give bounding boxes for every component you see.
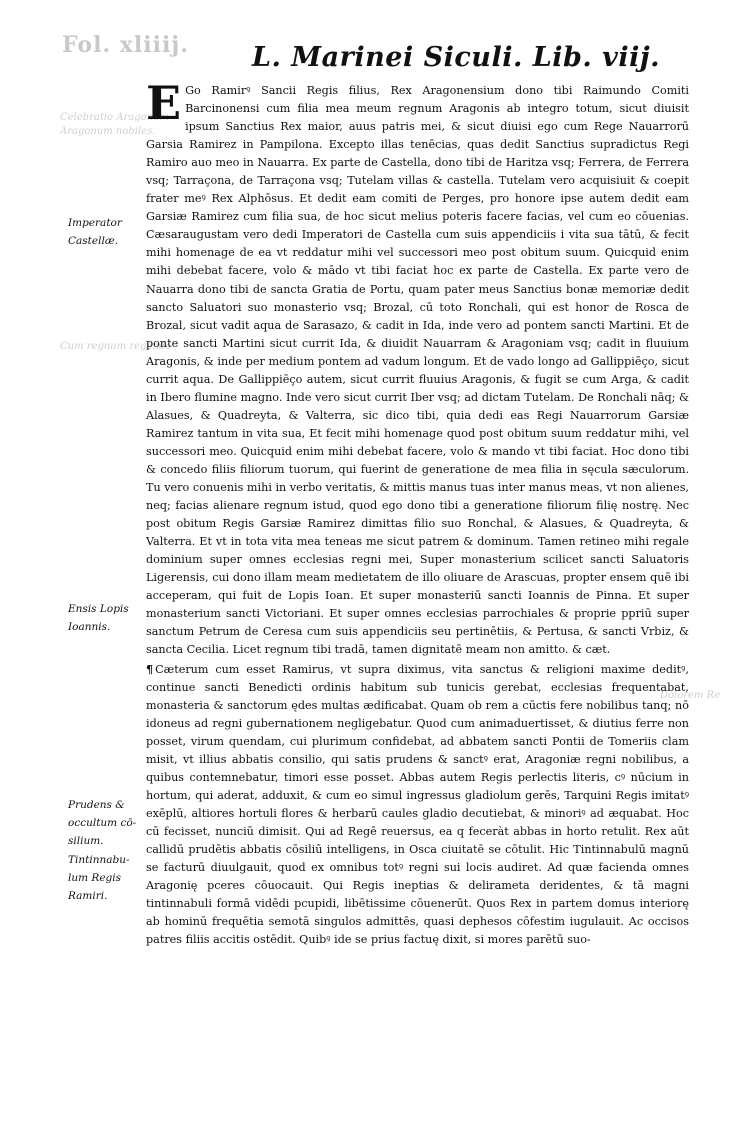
bleed-through-note: Aragonum nobiles. <box>60 126 156 137</box>
pilcrow-icon: ¶ <box>146 661 154 676</box>
body-text <box>146 76 689 949</box>
bleed-through-note: Cum regnum regenda <box>60 341 172 352</box>
margin-note-ensis: Ensis Lopis Ioannis. <box>68 603 129 633</box>
bleed-through-note: Celebratio Aragonum <box>60 112 169 123</box>
bleed-through-title: Fol. xliiij. <box>62 32 189 58</box>
margin-note-prudens: Prudens & occultum cō- silium. <box>68 799 137 847</box>
drop-cap-initial: E <box>146 76 182 130</box>
paragraph <box>146 660 689 950</box>
running-head: L. Marinei Siculi. Lib. viij. <box>252 42 661 73</box>
paragraph-text: Go Ramirꝰ Sancii Regis filius, Rex Aragonensium dono tibi Raimundo Comiti Barcinonensi cum filia mea meum regnum Aragonis ab integro totum, sicut diuisit ipsum Sanctius Rex maior, auus patris mei, & sicut diuisi ego cum Rege Nauarrorū Garsia Ramirez in Pampilona. Excepto illas tenēcias, quas dedit Sanctius supradictus Regi Ramiro auo meo in Nauarra. Ex parte de Castella, dono tibi de Haritza vsq; Ferrera, de Ferrera vsq; Tarraçona, de Tarraçona vsq; Tutelam villas & castella. Tutelam vero acquisiuit & coepit frater meꝰ Rex Alphōsus. Et dedit eam comiti de Perges, pro honore ipse autem dedit eam Garsiæ Ramirez cum filia sua, de hoc sicut melius poteris facere facias, vel cum eo cōuenias. Cæsaraugustam vero dedi Imperatori de Castella cum suis appendiciis i vita sua tātū, & fecit mihi homenage de ea vt reddatur mihi vel successori meo post obitum suum. Quicquid enim mihi debebat facere, volo & mādo vt tibi faciat hoc ex parte de Castella. Ex parte vero de Nauarra dono tibi de sancta Gratia de Portu, quam pater meus Sanctius bonæ memoriæ dedit sancto Saluatori suo monasterio vsq; Brozal, cū toto Ronchali, qui est honor de Rosca de Brozal, sicut vadit aqua de Sarasazo, & cadit in Ida, inde vero ad pontem sancti Martini. Et de ponte sancti Martini sicut currit Ida, & diuidit Nauarram & Aragoniam vsq; cadit in fluuium Aragonis, & inde per medium pontem ad vadum longum. Et de vado longo ad Gallippiēço, sicut currit aqua. De Gallippiēço autem, sicut currit fluuius Aragonis, & fugit se cum Arga, & cadit in Ibero flumine magno. Inde vero sicut currit Iber vsq; ad dictam Tutelam. De Ronchali nāq; & Alasues, & Quadreyta, & Valterra, sic dico tibi, quia dedi eas Regi Nauarrorum Garsiæ Ramirez tantum in vita sua, Et fecit mihi homenage quod post obitum suum reddatur mihi, vel successori meo. Quicquid enim mihi debebat facere, volo & mando vt tibi faciat. Hoc dono tibi & concedo filiis filiorum tuorum, qui fuerint de generatione de mea filia in sęcula sæculorum. Tu vero conuenis mihi in verbo veritatis, & mittis manus tuas inter manus meas, vt non alienes, neq; facias alienare regnum istud, quod ego dono tibi a generatione filiorum filię nostrę. Nec post obitum Regis Garsiæ Ramirez dimittas filio suo Ronchal, & Alasues, & Quadreyta, & Valterra. Et vt in tota vita mea teneas me sicut patrem & dominum. Tamen retineo mihi regale dominium super omnes ecclesias regni mei, Super monasterium scilicet sancti Saluatoris Ligerensis, cui dono illam meam medietatem de illo oliuare de Arascuas, propter ensem quē ibi acceperam, qui fuit de Lopis Ioan. Et super monasteriū sancti Ioannis de Pinna. Et super monasterium sancti Victoriani. Et super omnes ecclesias parrochiales & proprie ppriū super sanctum Petrum de Ceresa cum suis appendiciis seu pertinētiis, & Pertusa, & sancti Vrbiz, & sancta Cecilia. Licet regnum tibi tradā, tamen dignitatē meam non amitto. & cæt. <box>146 84 689 657</box>
bleed-through-note: Dolorem Re <box>660 690 721 701</box>
margin-note-tintinnabulum: Tintinnabu- lum Regis Ramiri. <box>68 854 130 902</box>
margin-note-imperator: Imperator Castellæ. <box>68 217 122 247</box>
paragraph-text: Cæterum cum esset Ramirus, vt supra diximus, vita sanctus & religioni maxime deditꝰ, continue sancti Benedicti ordinis habitum sub tunicis gerebat, ecclesias frequentabat, monasteria & sanctorum ędes multas ædificabat. Quam ob rem a cūctis fere nobilibus tanq; nō idoneus ad regni gubernationem negligebatur. Quod cum animaduertisset, & diutius ferre non posset, virum quendam, cui plurimum confidebat, ad abbatem sancti Pontii de Tomeriis clam misit, vt illius abbatis consilio, qui satis prudens & sanctꝰ erat, Aragoniæ regni nobilibus, a quibus contemnebatur, timori esse posset. Abbas autem Regis perlectis literis, cꝰ nūcium in hortum, qui aderat, adduxit, & cum eo simul ingressus gladiolum gerēs, Tarquini Regis imitatꝰ exēplū, altiores hortuli flores & herbarū caules gladio decutiebat, & minoriꝰ ad æquabat. Hoc cū fecisset, nunciū dimisit. Qui ad Regē reuersus, ea q feceràt abbas in horto retulit. Rex aūt callidū prudētis abbatis cōsiliū intelligens, in Osca ciuitatē se cōtulit. Hic Tintinnabulū magnū se facturū diuulgauit, quod ex omnibus totꝰ regni sui locis audiret. Ad quæ facienda omnes Aragonię pceres cōuocauit. Qui Regis ineptias & delirameta deridentes, & tā magni tintinnabuli formā vidēdi pcupidi, libētissime cōuenerūt. Quos Rex in partem domus interiorę ab hominū frequētia semotā singulos admittēs, quasi dephesos cōfestim iugulauit. Ac occisos patres filiis accitis ostēdit. Quibꝰ ide se prius factuę dixit, si mores parētū suo- <box>146 662 689 947</box>
paragraph <box>146 76 689 660</box>
